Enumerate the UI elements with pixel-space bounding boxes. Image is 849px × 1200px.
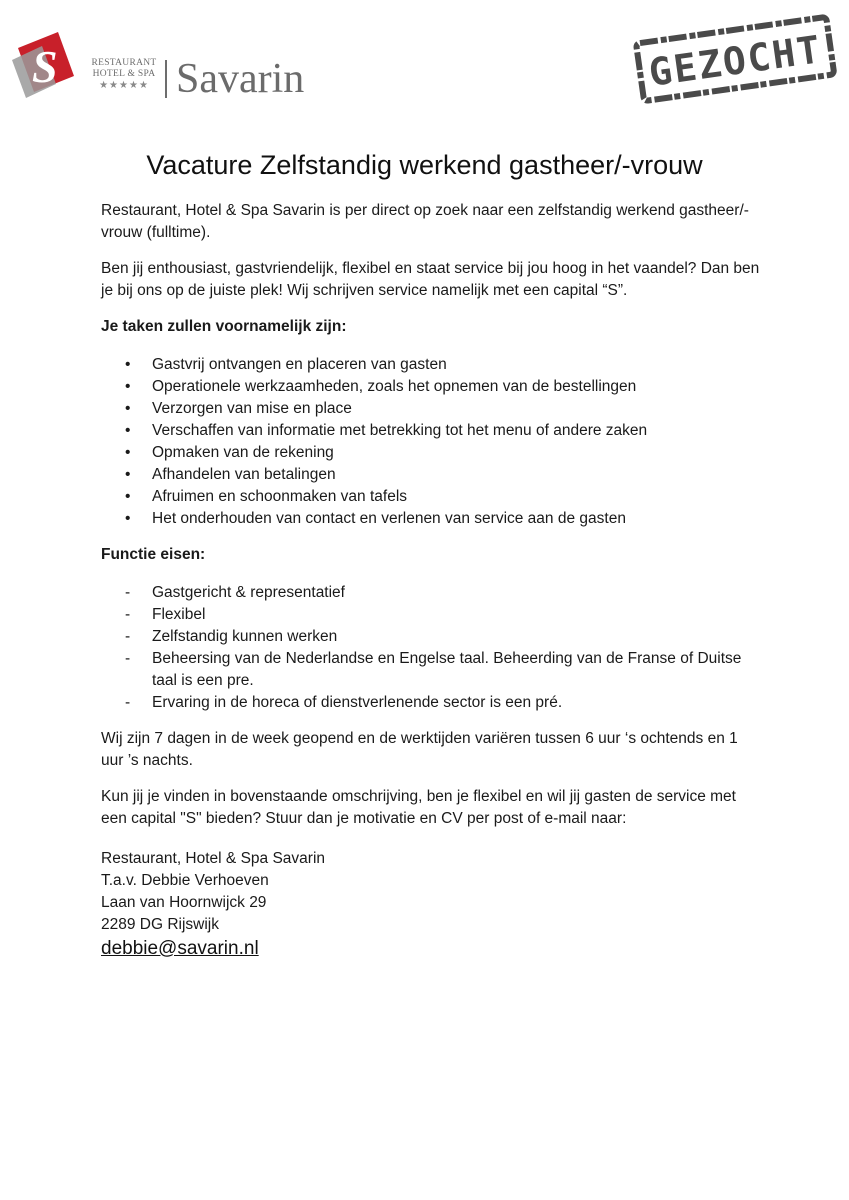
address-attention: T.a.v. Debbie Verhoeven	[101, 872, 269, 889]
list-item: • Opmaken van de rekening	[101, 442, 761, 464]
address-street: Laan van Hoornwijck 29	[101, 894, 267, 911]
working-hours-paragraph: Wij zijn 7 dagen in de week geopend en de werktijden variëren tussen 6 uur ‘s ochtends en 1 uur ’s nachts.	[101, 730, 738, 769]
letterhead	[0, 0, 849, 130]
logo-name: Savarin	[176, 56, 305, 102]
vacancy-body	[101, 200, 761, 961]
list-item: - Zelfstandig kunnen werken	[101, 626, 761, 648]
contact-address	[101, 848, 761, 961]
list-item: - Ervaring in de horeca of dienstverlenende sector is een pré.	[101, 692, 761, 714]
logo-letter: S	[32, 41, 58, 92]
address-company: Restaurant, Hotel & Spa Savarin	[101, 850, 326, 867]
requirements-heading: Functie eisen:	[101, 546, 206, 563]
gezocht-stamp	[625, 12, 845, 104]
list-item: • Verzorgen van mise en place	[101, 398, 761, 420]
list-item: - Beheersing van de Nederlandse en Engelse taal. Beheerding van de Franse of Duitse taal is een pre.	[101, 648, 761, 692]
list-item: • Afruimen en schoonmaken van tafels	[101, 486, 761, 508]
tasks-heading: Je taken zullen voornamelijk zijn:	[101, 318, 347, 335]
list-item: • Operationele werkzaamheden, zoals het opnemen van de bestellingen	[101, 376, 761, 398]
logo-stars: ★★★★★	[99, 80, 149, 91]
list-item: • Het onderhouden van contact en verlenen van service aan de gasten	[101, 508, 761, 530]
logo-divider	[165, 60, 167, 98]
savarin-logo-icon	[12, 18, 82, 106]
tasks-list	[101, 354, 761, 530]
stamp-text: GEZOCHT	[646, 27, 825, 95]
email-link[interactable]: debbie@savarin.nl	[101, 938, 259, 959]
apply-paragraph: Kun jij je vinden in bovenstaande omschrijving, ben je flexibel en wil jij gasten de service met een capital "S" bieden? Stuur dan je motivatie en CV per post of e-mail naar:	[101, 788, 736, 827]
list-item: - Gastgericht & representatief	[101, 582, 761, 604]
address-city: 2289 DG Rijswijk	[101, 916, 220, 933]
intro-paragraph-2: Ben jij enthousiast, gastvriendelijk, flexibel en staat service bij jou hoog in het vaandel? Dan ben je bij ons op de juiste plek! Wij schrijven service namelijk met een capital “S”.	[101, 260, 760, 299]
list-item: • Verschaffen van informatie met betrekking tot het menu of andere zaken	[101, 420, 761, 442]
intro-paragraph-1: Restaurant, Hotel & Spa Savarin is per direct op zoek naar een zelfstandig werkend gastheer/-vrouw (fulltime).	[101, 202, 749, 241]
requirements-list	[101, 582, 761, 714]
logo-tagline	[88, 58, 160, 91]
list-item: - Flexibel	[101, 604, 761, 626]
logo-line-hotel-spa: HOTEL & SPA	[92, 69, 156, 79]
list-item: • Gastvrij ontvangen en placeren van gasten	[101, 354, 761, 376]
list-item: • Afhandelen van betalingen	[101, 464, 761, 486]
page-title: Vacature Zelfstandig werkend gastheer/-vrouw	[146, 150, 703, 180]
logo-line-restaurant: RESTAURANT	[91, 58, 157, 68]
